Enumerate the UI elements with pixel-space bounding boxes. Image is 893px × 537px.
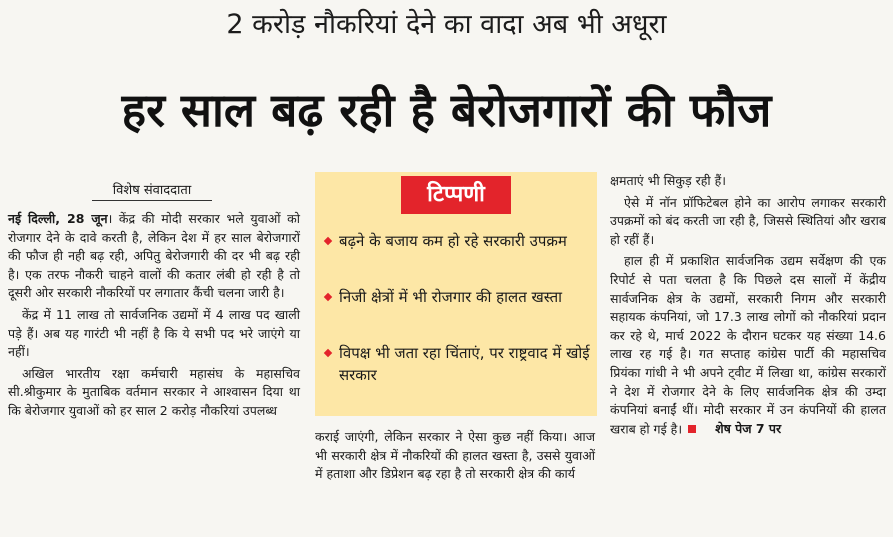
byline: विशेष संवाददाता	[92, 180, 212, 201]
main-headline: हर साल बढ़ रही है बेरोजगारों की फौज	[121, 83, 772, 137]
dateline: नई दिल्ली, 28 जून	[8, 211, 108, 226]
paragraph: नई दिल्ली, 28 जून। केंद्र की मोदी सरकार भले युवाओं को रोजगार देने के दावे करती है, लेकिन देश में हर साल बेरोजगारों की फौज ही नही बढ़ रही, अपितु बेरोजगारी की दर भी बढ़ रही है। एक तरफ नौकरी चाहने वालों की कतार लंबी हो रही है तो दूसरी ओर सरकारी नौकरियों पर लगातार कैंची चलना जारी है।	[8, 211, 300, 301]
comment-item: विपक्ष भी जता रहा चिंताएं, पर राष्ट्रवाद में खोई सरकार	[325, 342, 601, 386]
paragraph: केंद्र में 11 लाख तो सार्वजनिक उद्यमों में 4 लाख पद खाली पड़े हैं। अब यह गारंटी भी नहीं है कि ये सभी पद भरे जाएंगे या नहीं।	[8, 306, 300, 360]
comment-box	[315, 172, 597, 416]
column-1	[8, 210, 300, 424]
comment-item: बढ़ने के बजाय कम हो रहे सरकारी उपक्रम	[325, 230, 601, 252]
paragraph: ऐसे में नॉन प्रॉफिटेबल होने का आरोप लगाकर सरकारी उपक्रमों को बंद करती जा रही है, जिससे स्थितियां और खराब हो रहीं हैं।	[610, 194, 886, 247]
red-square-icon	[688, 425, 696, 433]
diamond-bullet-icon	[324, 293, 332, 301]
paragraph: क्षमताएं भी सिकुड़ रही हैं।	[610, 173, 726, 188]
column-2	[315, 428, 595, 487]
diamond-bullet-icon	[324, 237, 332, 245]
paragraph: हाल ही में प्रकाशित सार्वजनिक उद्यम सर्वेक्षण की एक रिपोर्ट से पता चलता है कि पिछले दस सालों में केंद्रीय सार्वजनिक क्षेत्र के उद्यमों, सरकारी निगम और सरकारी सहायक कंपनियां, जो 17.3 लाख लोगों को नौकरियां प्रदान कर रहे थे, मार्च 2022 के दौरान घटकर यह संख्या 14.6 लाख रह गई है। गत सप्ताह कांग्रेस पार्टी की महासचिव प्रियंका गांधी ने भी अपने ट्वीट में लिखा था, कांग्रेस सरकारों ने देश में रोजगार देने के लिए सार्वजनिक क्षेत्र की उम्दा कंपनियां बनाईं थीं। मोदी सरकार में उन कंपनियों की हालत खराब हो गई है। शेष पेज 7 पर	[610, 252, 886, 438]
comment-item: निजी क्षेत्रों में भी रोजगार की हालत खस्ता	[325, 286, 601, 308]
kicker-headline: 2 करोड़ नौकरियां देने का वादा अब भी अधूरा	[226, 9, 667, 40]
continued-note[interactable]: शेष पेज 7 पर	[682, 420, 781, 439]
column-3	[610, 172, 886, 442]
comment-box-title: टिप्पणी	[401, 176, 511, 214]
paragraph: कराई जाएंगी, लेकिन सरकार ने ऐसा कुछ नहीं किया। आज भी सरकारी क्षेत्र में नौकरियों की हालत खस्ता है, उससे युवाओं में हताशा और डिप्रेशन बढ़ रहा है तो सरकारी क्षेत्र की कार्य	[315, 429, 595, 482]
diamond-bullet-icon	[324, 349, 332, 357]
paragraph: अखिल भारतीय रक्षा कर्मचारी महासंघ के महासचिव सी.श्रीकुमार के मुताबिक वर्तमान सरकार ने आश्वासन दिया था कि बेरोजगार युवाओं को हर साल 2 करोड़ नौकरियां उपलब्ध	[8, 365, 300, 418]
